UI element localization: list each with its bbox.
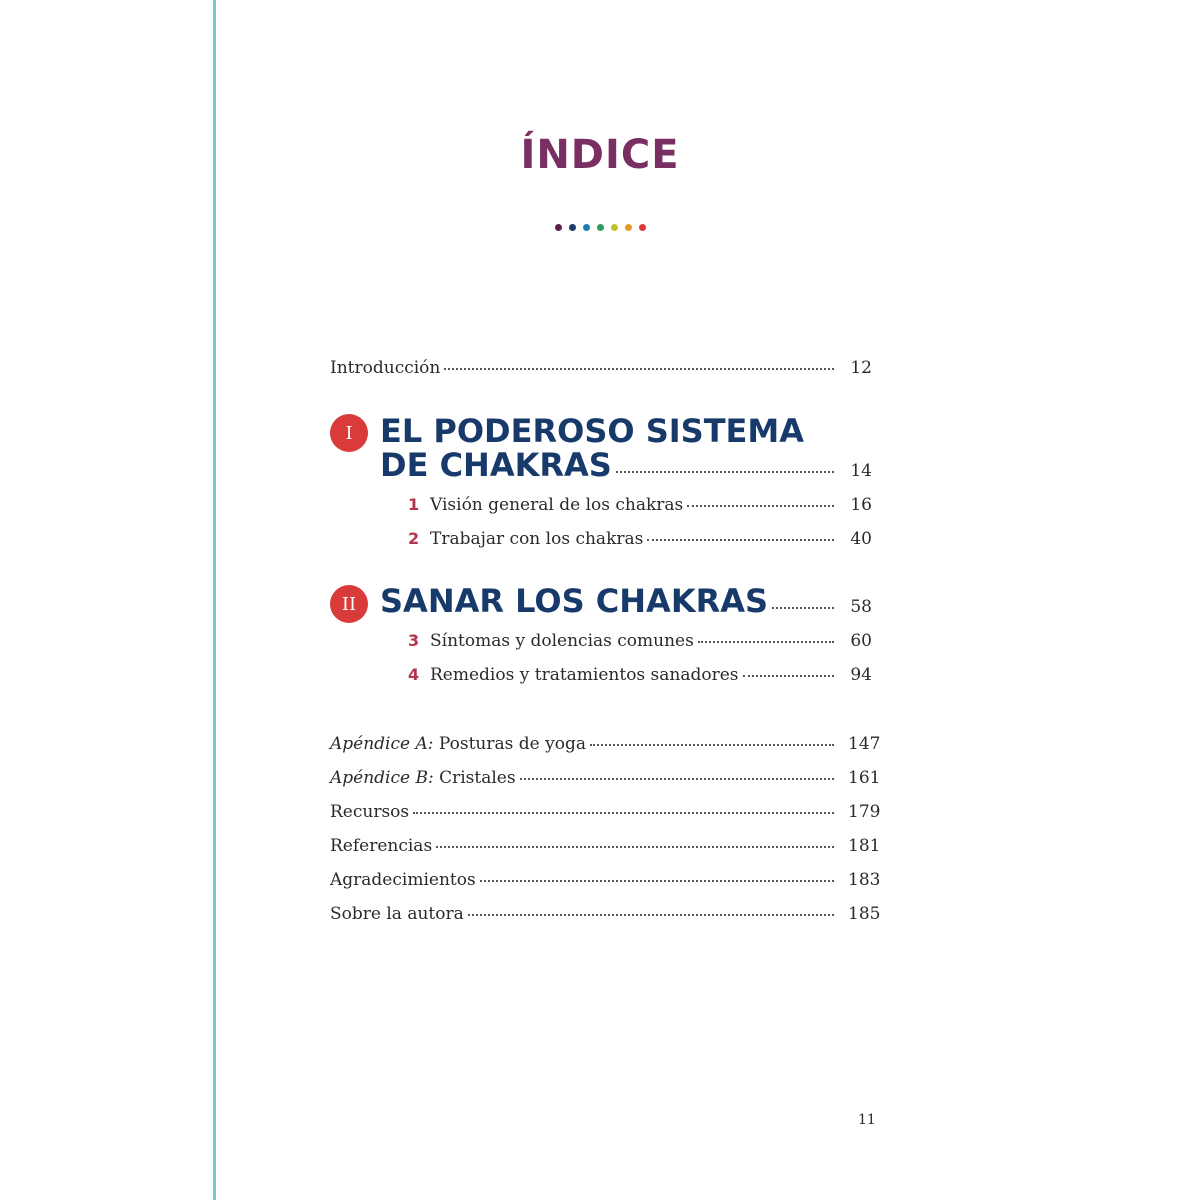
toc-label: Agradecimientos	[330, 870, 476, 890]
toc-page: 94	[850, 665, 872, 685]
toc-entry-sobre-la-autora[interactable]	[330, 904, 881, 924]
toc-page: 147	[848, 734, 881, 754]
dot	[625, 224, 632, 231]
dot	[555, 224, 562, 231]
part-badge-i: I	[330, 414, 368, 452]
dot-leader	[436, 846, 834, 848]
toc-label-text: Posturas de yoga	[433, 734, 586, 754]
toc-page: 161	[848, 768, 881, 788]
toc-page: 16	[850, 495, 872, 515]
toc-label: Remedios y tratamientos sanadores	[430, 665, 739, 685]
dot	[639, 224, 646, 231]
toc-label	[330, 768, 516, 788]
toc-page: 183	[848, 870, 881, 890]
dot-leader	[444, 368, 834, 370]
part-title-i-line2: DE CHAKRAS	[380, 446, 612, 484]
chapter-number: 1	[408, 495, 420, 514]
color-dots	[0, 224, 1200, 231]
toc-label-text: Cristales	[433, 768, 516, 788]
dot-leader	[772, 607, 834, 609]
dot-leader	[590, 744, 834, 746]
toc-entry-chapter-2[interactable]	[408, 529, 872, 549]
toc-page: 181	[848, 836, 881, 856]
toc-label: Introducción	[330, 358, 441, 378]
toc-label: Sobre la autora	[330, 904, 464, 924]
dot-leader	[743, 675, 834, 677]
dot	[611, 224, 618, 231]
toc-label	[330, 734, 586, 754]
part-entry-ii[interactable]	[380, 582, 872, 620]
part-title-ii: SANAR LOS CHAKRAS	[380, 582, 769, 620]
dot-leader	[468, 914, 834, 916]
toc-entry-recursos[interactable]	[330, 802, 881, 822]
toc-label: Referencias	[330, 836, 433, 856]
toc-label-prefix: Apéndice B:	[330, 768, 434, 788]
toc-label: Síntomas y dolencias comunes	[430, 631, 694, 651]
toc-entry-chapter-3[interactable]	[408, 631, 872, 651]
dot-leader	[647, 539, 834, 541]
toc-page: 14	[850, 461, 872, 481]
dot-leader	[480, 880, 834, 882]
toc-page: 40	[850, 529, 872, 549]
part-entry-i[interactable]	[380, 446, 872, 484]
spine-rule	[213, 0, 216, 1200]
toc-label: Recursos	[330, 802, 410, 822]
toc-page: 185	[848, 904, 881, 924]
toc-page: 58	[850, 597, 872, 617]
dot-leader	[520, 778, 834, 780]
dot	[583, 224, 590, 231]
chapter-number: 4	[408, 665, 420, 684]
toc-page: 179	[848, 802, 881, 822]
chapter-number: 3	[408, 631, 420, 650]
toc-entry-chapter-1[interactable]	[408, 495, 872, 515]
page-title: ÍNDICE	[520, 132, 680, 178]
dot	[597, 224, 604, 231]
toc-page: 60	[850, 631, 872, 651]
dot-leader	[687, 505, 834, 507]
dot	[569, 224, 576, 231]
dot-leader	[413, 812, 834, 814]
part-title-i[interactable]: EL PODEROSO SISTEMA	[380, 412, 804, 450]
toc-entry-appendix-b[interactable]	[330, 768, 881, 788]
dot-leader	[616, 471, 834, 473]
toc-entry-intro[interactable]	[330, 358, 872, 378]
toc-entry-referencias[interactable]	[330, 836, 881, 856]
toc-label-prefix: Apéndice A:	[330, 734, 434, 754]
toc-entry-chapter-4[interactable]	[408, 665, 872, 685]
page-number: 11	[858, 1112, 876, 1128]
toc-page: 12	[850, 358, 872, 378]
dot-leader	[698, 641, 834, 643]
toc-entry-appendix-a[interactable]	[330, 734, 881, 754]
toc-entry-agradecimientos[interactable]	[330, 870, 881, 890]
part-badge-ii: II	[330, 585, 368, 623]
toc-label: Visión general de los chakras	[430, 495, 684, 515]
chapter-number: 2	[408, 529, 420, 548]
toc-label: Trabajar con los chakras	[430, 529, 644, 549]
